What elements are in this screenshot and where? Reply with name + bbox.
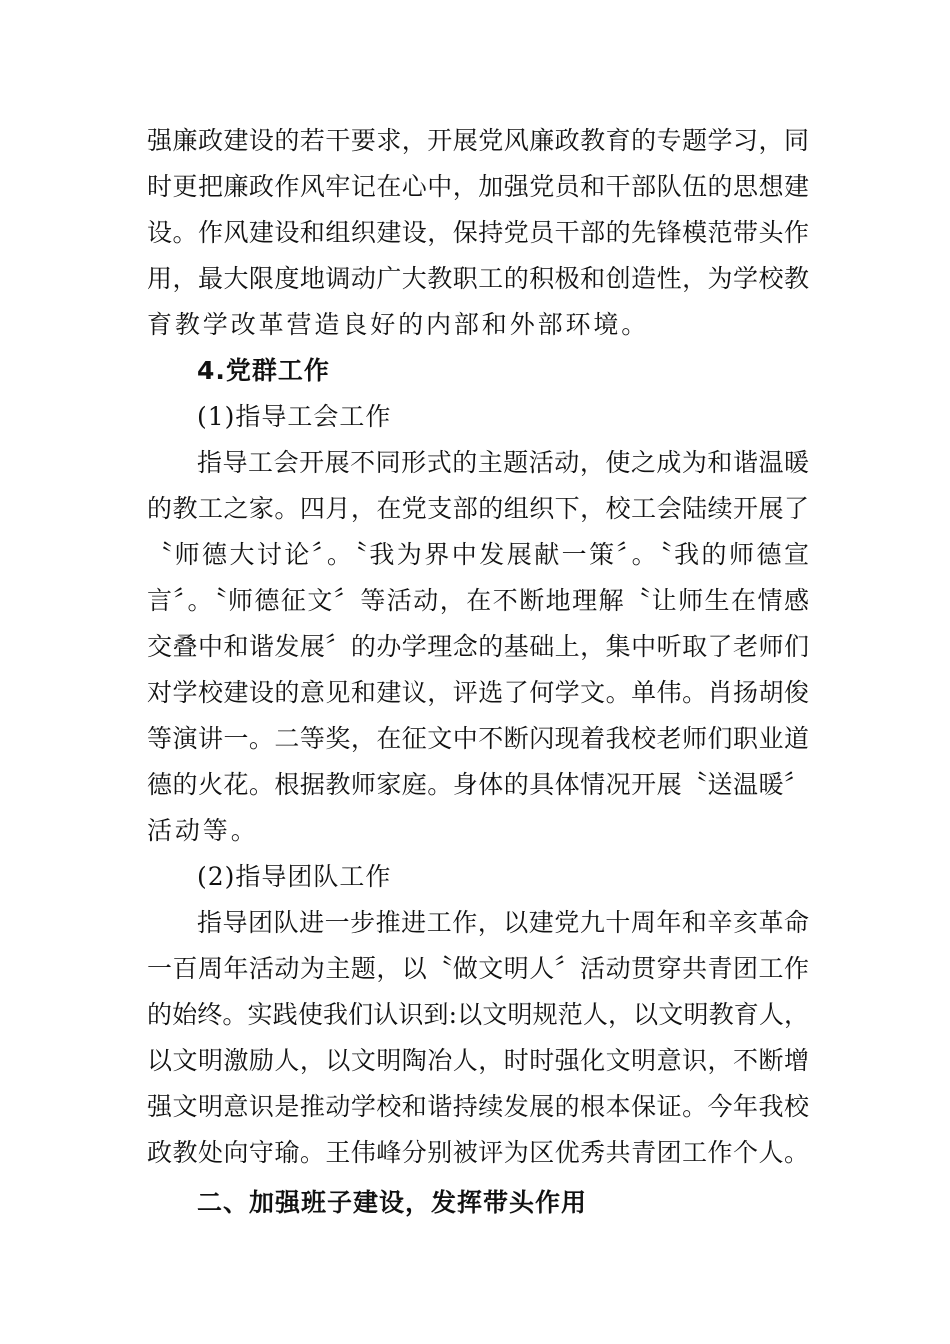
paragraph-line: 强廉政建设的若干要求，开展党风廉政教育的专题学习，同 [147,126,809,155]
paragraph-line: 德的火花。根据教师家庭。身体的具体情况开展〝送温暖〞 [147,770,809,799]
paragraph-line: 用，最大限度地调动广大教职工的积极和创造性，为学校教 [147,264,809,293]
paragraph-line: 育教学改革营造良好的内部和外部环境。 [147,310,650,339]
paragraph-line: 等演讲一。二等奖，在征文中不断闪现着我校老师们职业道 [147,724,809,753]
section-heading-team-building: 二、加强班子建设，发挥带头作用 [197,1188,588,1217]
paragraph-line: 一百周年活动为主题，以〝做文明人〞活动贯穿共青团工作 [147,954,809,983]
paragraph-line: 活动等。 [147,816,259,845]
paragraph-line: 〝师德大讨论〞。〝我为界中发展献一策〞。〝我的师德宣 [147,540,809,569]
paragraph-line: 以文明激励人，以文明陶冶人，时时强化文明意识，不断增 [147,1046,809,1075]
paragraph-line: 交叠中和谐发展〞的办学理念的基础上，集中听取了老师们 [147,632,809,661]
paragraph-line: 指导团队进一步推进工作，以建党九十周年和辛亥革命 [197,908,809,937]
paragraph-line: 指导工会开展不同形式的主题活动，使之成为和谐温暖 [197,448,809,477]
paragraph-line: 设。作风建设和组织建设，保持党员干部的先锋模范带头作 [147,218,809,247]
paragraph-line: 言〞。〝师德征文〞等活动，在不断地理解〝让师生在情感 [147,586,809,615]
paragraph-line: 时更把廉政作风牢记在心中，加强党员和干部队伍的思想建 [147,172,809,201]
paragraph-line: 对学校建设的意见和建议，评选了何学文。单伟。肖扬胡俊 [147,678,809,707]
paragraph-line: 强文明意识是推动学校和谐持续发展的根本保证。今年我校 [147,1092,809,1121]
paragraph-line: 的始终。实践使我们认识到:以文明规范人，以文明教育人， [147,1000,809,1029]
paragraph-line: 的教工之家。四月，在党支部的组织下，校工会陆续开展了 [147,494,809,523]
paragraph-line: 政教处向守瑜。王伟峰分别被评为区优秀共青团工作个人。 [147,1138,809,1167]
section-heading-party-work: 4.党群工作 [197,356,330,385]
document-body [147,118,809,1226]
subheading-union-work: (1)指导工会工作 [197,402,392,431]
subheading-team-work: (2)指导团队工作 [197,862,392,891]
